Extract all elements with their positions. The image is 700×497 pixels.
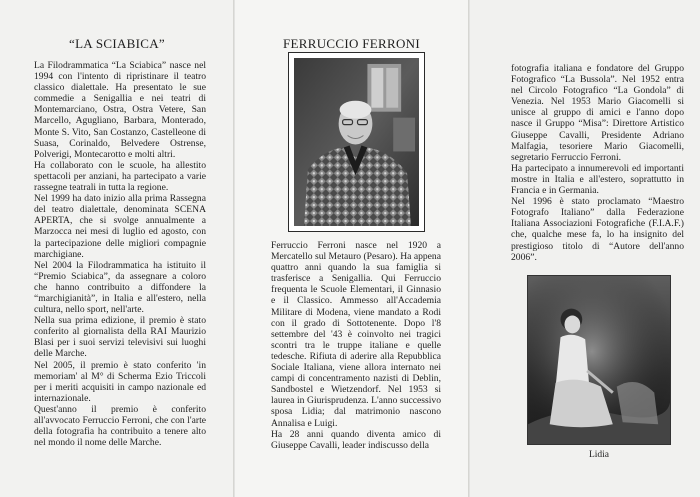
middle-panel-title: FERRUCCIO FERRONI (283, 36, 420, 51)
right-paragraph: fotografia italiana e fondatore del Gruppo Fotografico “La Bussola”. Nel 1952 entra nel Circolo Fotografico “La Gondola” di Venezia. Nel 1953 Mario Giacomelli si unisce al gruppo di amici e l'anno dopo nasce il Gruppo “Misa”: Direttore Artistico Giuseppe Cavalli, Presidente Adriano Malfagia, tesoriere Mario Giacomelli, segretario Ferruccio Ferroni. (511, 63, 684, 163)
lidia-photo (527, 275, 671, 445)
fold-line-left (233, 0, 235, 497)
middle-paragraph: Ha 28 anni quando diventa amico di Giuseppe Cavalli, leader indiscusso della (271, 428, 441, 451)
right-panel-text (511, 63, 684, 263)
right-paragraph: Ha partecipato a innumerevoli ed importanti mostre in Italia e all'estero, soprattutto in Francia e in Germania. (511, 162, 684, 197)
lidia-photo-caption: Lidia (588, 450, 610, 460)
left-panel (0, 0, 234, 497)
left-paragraph: Nella sua prima edizione, il premio è stato conferito al giornalista della RAI Maurizio Blasi per i suoi servizi televisivi sui luoghi delle Marche. (34, 315, 206, 360)
left-panel-text (34, 60, 206, 448)
middle-panel-text (271, 240, 441, 451)
left-paragraph: Nel 2004 la Filodrammatica ha istituito il “Premio Sciabica”, da assegnare a coloro che hanno contribuito a diffondere la “marchigianità”, in Italia e all'estero, nella cultura, nello sport, nell'arte. (34, 259, 206, 316)
left-paragraph: Quest'anno il premio è conferito all'avvocato Ferruccio Ferroni, che con l'arte della fotografia ha contribuito a tenere alto nel mondo il nome delle Marche. (34, 403, 206, 449)
portrait-photo-ferroni (288, 52, 425, 232)
middle-paragraph: Ferruccio Ferroni nasce nel 1920 a Mercatello sul Metauro (Pesaro). Ha appena quattro anni quando la sua famiglia si trasferisce a Senigallia. Qui Ferruccio frequenta le Scuole Elementari, il Ginnasio e il Classico. Ammesso all'Accademia Militare di Modena, viene mandato a Rodi con il grado di Sottotenente. Dopo l'8 settembre del '43 è coinvolto nei tragici scontri tra le truppe italiane e quelle tedesche. Rifiuta di aderire alla Repubblica Sociale Italiana, viene allora internato nei campi di concentramento nazisti di Deblin, Sandbostel e Wietzendorf. Nel 1953 si laurea in Giurisprudenza. L'anno successivo sposa Lidia; dal matrimonio nascono Annalisa e Luigi. (271, 240, 441, 429)
lidia-photo-image (528, 276, 670, 444)
portrait-photo-image (294, 58, 419, 226)
right-paragraph: Nel 1996 è stato proclamato “Maestro Fotografo Italiano” dalla Federazione Italiana Associazioni Fotografiche (F.I.A.F.) che, qualche mese fa, lo ha insignito del prestigioso titolo di “Autore dell'anno 2006”. (511, 196, 684, 263)
left-paragraph: Nel 2005, il premio è stato conferito 'in memoriam' al M° di Scherma Ezio Triccoli per i meriti acquisiti in campo nazionale ed internazionale. (34, 359, 206, 404)
fold-line-right (468, 0, 470, 497)
left-paragraph: Ha collaborato con le scuole, ha allestito spettacoli per anziani, ha partecipato a varie rassegne teatrali in tutta la regione. (34, 159, 206, 194)
left-panel-title: “LA SCIABICA” (69, 36, 165, 51)
left-paragraph: Nel 1999 ha dato inizio alla prima Rassegna del teatro dialettale, denominata SCENA APERTA, che si svolge annualmente a Marzocca nei mesi di luglio ed agosto, con la partecipazione delle migliori compagnie marchigiane. (34, 193, 206, 260)
left-paragraph: La Filodrammatica “La Sciabica” nasce nel 1994 con l'intento di ripristinare il teatro classico dialettale. Ha presentato le sue commedie a Senigallia e nei teatri di Montemarciano, Ostra, Ostra Vetere, San Marcello, Agugliano, Barbara, Monterado, Monte S. Vito, San Costanzo, Castelleone di Suasa, Corinaldo, Belvedere Ostrense, Polverigi, Montecarotto e molti altri. (34, 60, 206, 160)
